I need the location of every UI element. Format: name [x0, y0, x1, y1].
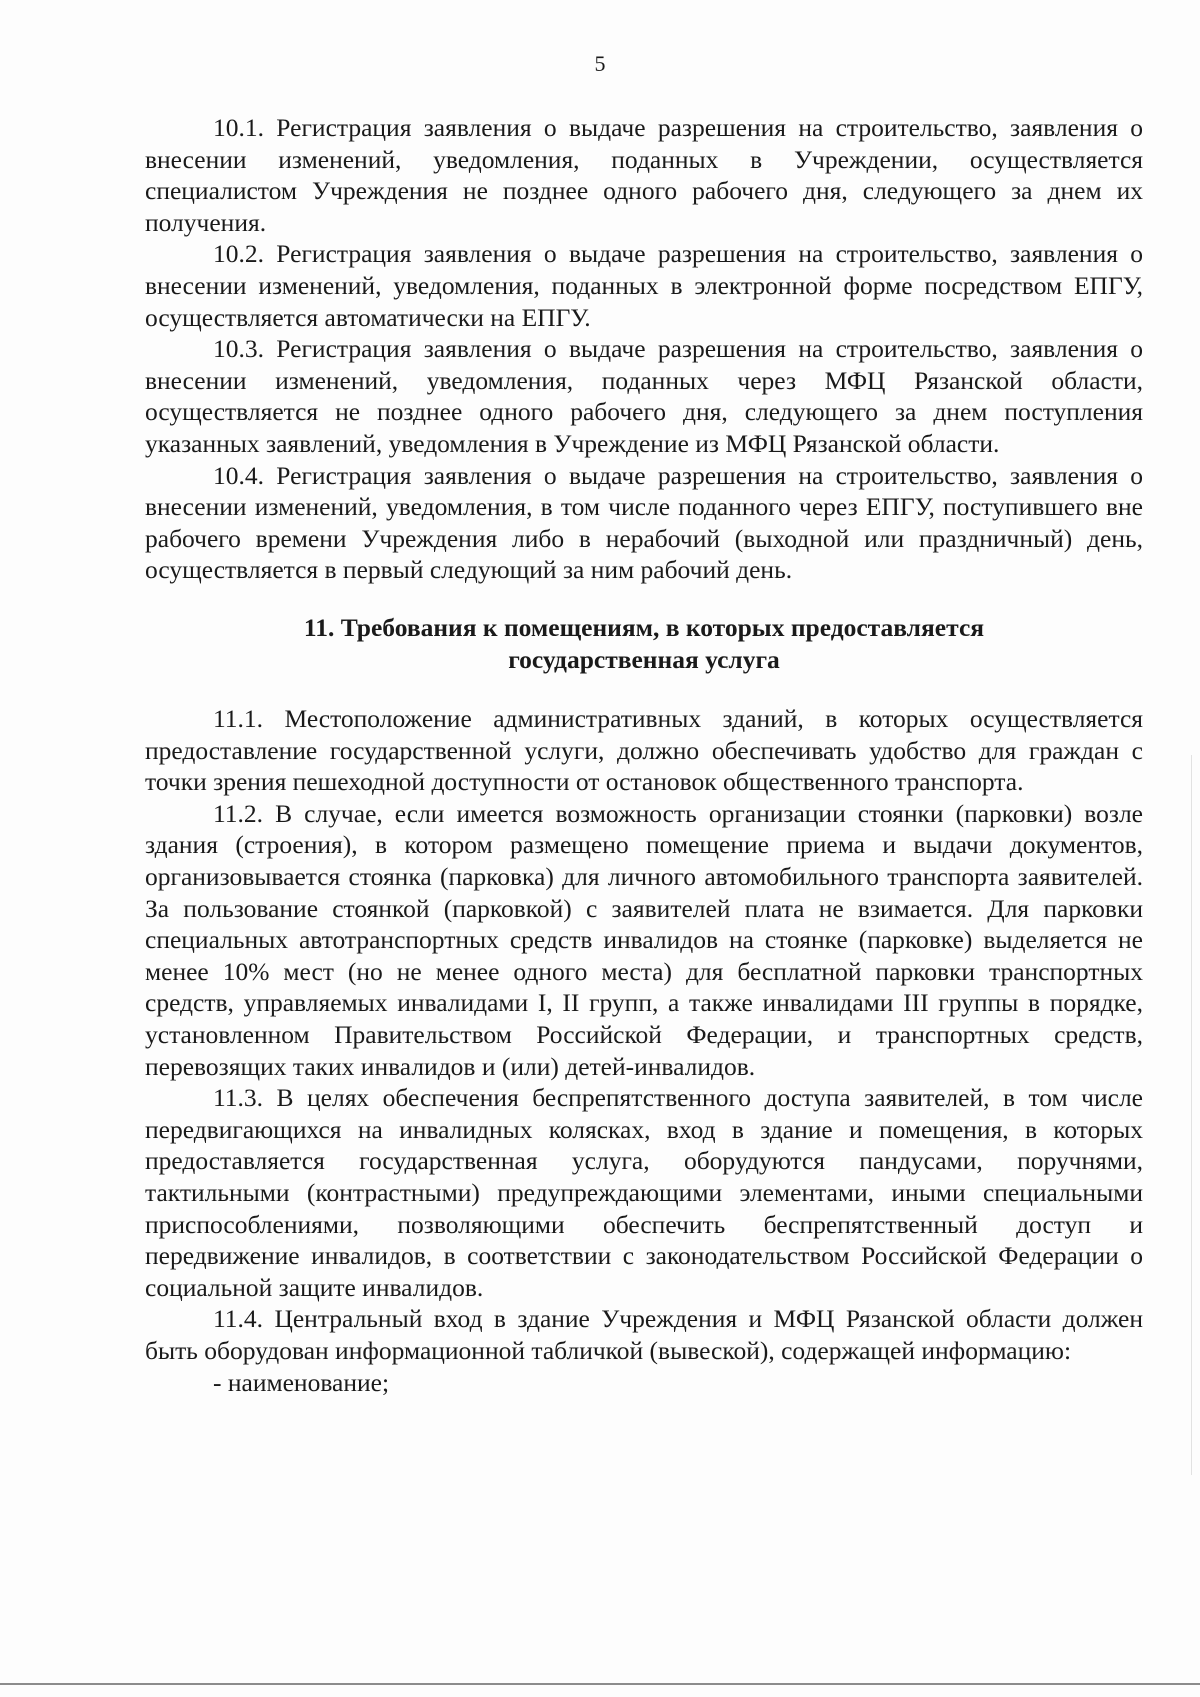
- paragraph-10-2: 10.2. Регистрация заявления о выдаче разрешения на строительство, заявления о внесении изменений, уведомления, поданных в электронной форме посредством ЕПГУ, осуществляется автоматически на ЕПГУ.: [145, 239, 1143, 332]
- paragraph-10-4: 10.4. Регистрация заявления о выдаче разрешения на строительство, заявления о внесении изменений, уведомления, в том числе поданного через ЕПГУ, поступившего вне рабочего времени Учреждения либо в нерабочий (выходной или праздничный) день, осуществляется в первый следующий за ним рабочий день.: [145, 460, 1143, 585]
- paragraph-10-1: 10.1. Регистрация заявления о выдаче разрешения на строительство, заявления о внесении изменений, уведомления, поданных в Учреждении, осуществляется специалистом Учреждения не позднее одного рабочего дня, следующего за днем их получения.: [145, 113, 1143, 237]
- scan-edge-mark: [1191, 755, 1192, 1475]
- paragraph-10-3: 10.3. Регистрация заявления о выдаче разрешения на строительство, заявления о внесении изменений, уведомления, поданных через МФЦ Рязанской области, осуществляется не позднее одного рабочего дня, следующего за днем поступления указанных заявлений, уведомления в Учреждение из МФЦ Рязанской области.: [145, 334, 1143, 458]
- paragraph-11-1: 11.1. Местоположение административных зданий, в которых осуществляется предоставление государственной услуги, должно обеспечивать удобство для граждан с точки зрения пешеходной доступности от остановок общественного транспорта.: [145, 704, 1143, 797]
- section-11-heading-line-1: 11. Требования к помещениям, в которых предоставляется: [303, 612, 985, 642]
- list-item-name: - наименование;: [213, 1367, 390, 1397]
- paragraph-11-4: 11.4. Центральный вход в здание Учреждения и МФЦ Рязанской области должен быть оборудован информационной табличкой (вывеской), содержащей информацию:: [145, 1304, 1143, 1365]
- section-11-heading: [145, 612, 1143, 675]
- section-11-heading-line-2: государственная услуга: [508, 644, 780, 674]
- scan-bottom-line: [0, 1683, 1200, 1685]
- paragraph-11-3: 11.3. В целях обеспечения беспрепятственного доступа заявителей, в том числе передвигающихся на инвалидных колясках, вход в здание и помещения, в которых предоставляется государственная услуга, оборудуются пандусами, поручнями, тактильными (контрастными) предупреждающими элементами, иными специальными приспособлениями, позволяющими обеспечить беспрепятственный доступ и передвижение инвалидов, в соответствии с законодательством Российской Федерации о социальной защите инвалидов.: [145, 1083, 1143, 1302]
- paragraph-11-2: 11.2. В случае, если имеется возможность организации стоянки (парковки) возле здания (строения), в котором размещено помещение приема и выдачи документов, организовывается стоянка (парковка) для личного автомобильного транспорта заявителей. За пользование стоянкой (парковкой) с заявителей плата не взимается. Для парковки специальных автотранспортных средств инвалидов на стоянке (парковке) выделяется не менее 10% мест (но не менее одного места) для бесплатной парковки транспортных средств, управляемых инвалидами I, II групп, а также инвалидами III группы в порядке, установленном Правительством Российской Федерации, и транспортных средств, перевозящих таких инвалидов и (или) детей-инвалидов.: [145, 798, 1143, 1081]
- page-number: 5: [594, 51, 606, 76]
- document-body: [145, 112, 1143, 1398]
